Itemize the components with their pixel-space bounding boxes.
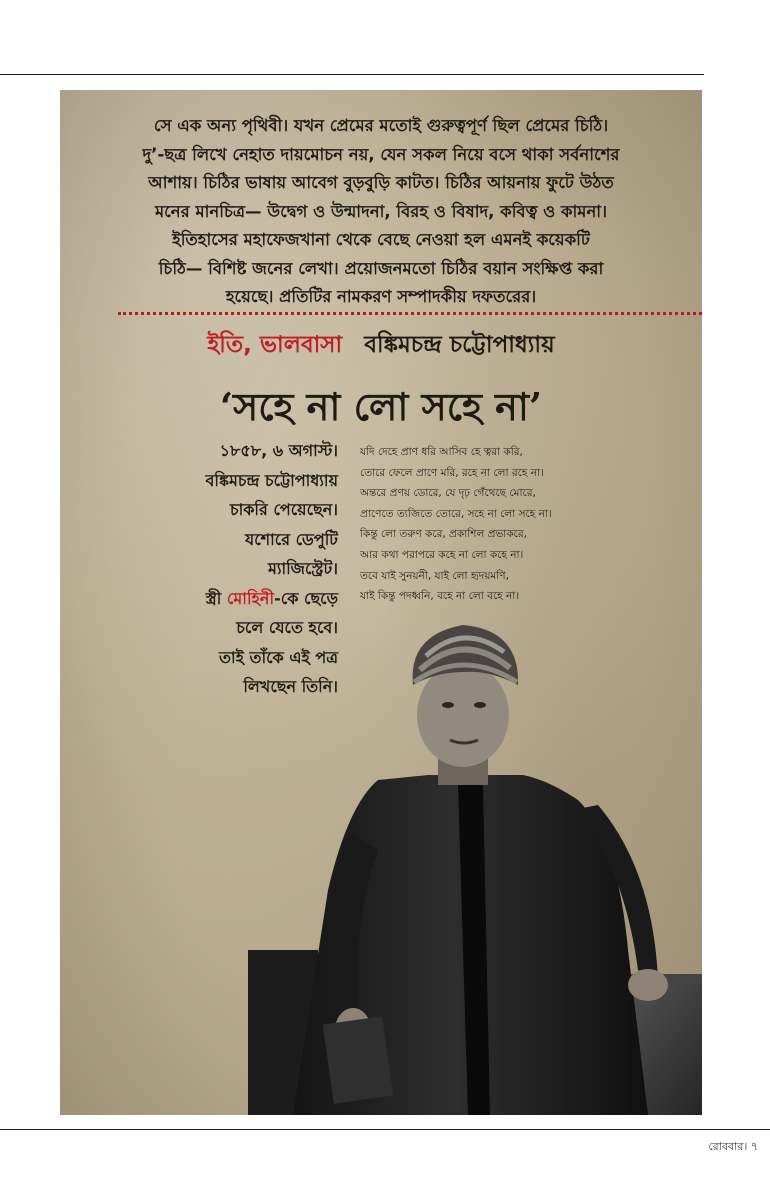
left-eye: [442, 702, 454, 708]
poem-line: তোরে ফেলে প্রাণে মরি, রহে না লো রহে না।: [360, 466, 544, 479]
note-line: ১৮৫৮, ৬ অগাস্ট।: [219, 441, 338, 460]
series-heading: [60, 326, 702, 365]
top-rule: [0, 74, 704, 75]
poem-excerpt: [360, 442, 680, 607]
intro-paragraph: [74, 112, 688, 312]
note-line: চাকরি পেয়েছেন।: [229, 500, 338, 519]
note-line: চলে যেতে হবে।: [236, 618, 338, 637]
intro-line: ইতিহাসের মহাফেজখানা থেকে বেছে নেওয়া হল এমনই কয়েকটি: [172, 230, 590, 249]
series-label: ইতি, ভালবাসা: [207, 332, 343, 358]
series-author: বঙ্কিমচন্দ্র চট্টোপাধ্যায়: [364, 332, 555, 358]
intro-line: আশায়। চিঠির ভাষায় আবেগ বুড়বুড়ি কাটত। চিঠির আয়নায় ফুটে উঠত: [148, 173, 614, 192]
poem-line: অন্তরে প্রণয় ডোরে, যে দৃঢ় গেঁথেছে মোরে,: [360, 487, 536, 500]
page-footer: রোববার। ৭: [708, 1140, 758, 1153]
letter-headline: ‘সহে না লো সহে না’: [219, 384, 543, 429]
held-book: [323, 1016, 394, 1104]
poem-line: কিন্তু লো তরুণ করে, প্রকাশিল প্রভাকরে,: [360, 528, 528, 541]
note-line: বঙ্কিমচন্দ্র চট্টোপাধ্যায়: [205, 470, 338, 490]
note-line: ম্যাজিস্ট্রেট।: [267, 559, 338, 578]
right-eye: [474, 702, 486, 708]
intro-line: হয়েছে। প্রতিটির নামকরণ সম্পাদকীয় দফতরের।: [225, 287, 537, 306]
poem-line: যদি দেহে প্রাণ ধরি আসিব হে ত্বরা করি,: [360, 446, 523, 458]
face: [417, 663, 509, 767]
poem-line: যাই কিন্তু পদধ্বনি, বহে না লো বহে না।: [360, 590, 520, 603]
intro-line: দু’-ছত্র লিখে নেহাত দায়মোচন নয়, যেন সকল নিয়ে বসে থাকা সর্বনাশের: [142, 144, 620, 164]
right-hand: [628, 969, 668, 1001]
poem-line: তবে যাই সুনয়নী, যাই লো হৃদয়মণি,: [360, 569, 509, 582]
note-suffix: -কে ছেড়ে: [274, 588, 338, 608]
bottom-rule: [0, 1129, 770, 1130]
poem-line: প্রাণেতে ত্যজিতে তোরে, সহে না লো সহে না।: [360, 507, 552, 520]
note-prefix: স্ত্রী: [205, 588, 227, 608]
note-line: লিখছেন তিনি।: [243, 677, 338, 696]
portrait-photo: [228, 590, 702, 1115]
poem-line: আর কথা পরাপরে কহে না লো কহে না।: [360, 548, 524, 561]
note-line: যশোরে ডেপুটি: [245, 529, 338, 549]
note-name-highlight: মোহিনী: [226, 588, 275, 608]
intro-line: সে এক অন্য পৃথিবী। যখন প্রেমের মতোই গুরুত্বপূর্ণ ছিল প্রেমের চিঠি।: [153, 116, 609, 135]
dotted-divider: [118, 312, 702, 315]
note-line: তাই তাঁকে এই পত্র: [218, 647, 338, 667]
intro-line: মনের মানচিত্র— উদ্বেগ ও উন্মাদনা, বিরহ ও বিষাদ, কবিত্ব ও কামনা।: [154, 201, 607, 221]
aged-paper-panel: [60, 90, 702, 1115]
intro-line: চিঠি— বিশিষ্ট জনের লেখা। প্রয়োজনমতো চিঠির বয়ান সংক্ষিপ্ত করা: [158, 258, 604, 278]
